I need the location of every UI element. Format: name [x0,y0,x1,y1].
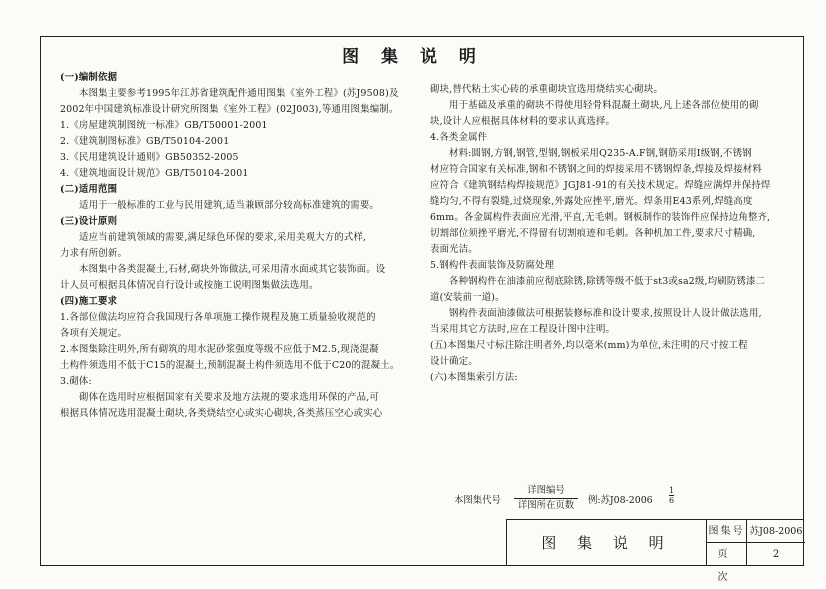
atlas-number-value: 苏J08-2006 [747,520,805,543]
text-line: 计人员可根据具体情况自行设计或按施工说明图集做法选用。 [60,280,319,291]
text-line: 材应符合国家有关标准,钢和不锈钢之间的焊接采用不锈钢焊条,焊接及焊接材料 [430,164,762,175]
text-line: 道(安装前一道)。 [430,292,505,303]
text-line: 应符合《建筑钢结构焊接规范》JGJ81-91的有关技术规定。焊缝应满焊并保持焊 [430,180,771,191]
text-line: 块,设计人应根据具体材料的要求认真选择。 [430,116,616,127]
text-line: 钢构件表面油漆做法可根据装修标准和设计要求,按照设计人设计做法选用, [449,308,762,319]
text-line: 1.《房屋建筑制图统一标准》GB/T50001-2001 [60,120,268,131]
text-line: 根据具体情况选用混凝土砌块,各类烧结空心或实心砌块,各类蒸压空心或实心 [60,408,383,419]
text-line: 力求有所创新。 [60,248,128,259]
text-line: 砌块,替代粘土实心砖的承重砌块宜选用烧结实心砌块。 [430,84,663,95]
index-example-denominator: 6 [669,496,675,505]
text-line: (一)编制依据 [60,72,118,83]
text-line: 各种钢构件在油漆前应彻底除锈,除锈等级不低于st3或sa2级,均刷防锈漆二 [449,276,766,287]
text-line: 2002年中国建筑标准设计研究所图集《室外工程》(02J003),等通用图集编制。 [60,104,399,115]
index-fraction [514,484,578,513]
text-line: 5.钢构件表面装饰及防腐处理 [430,260,555,271]
text-line: 3.《民用建筑设计通则》GB50352-2005 [60,152,239,163]
index-numerator: 详图编号 [514,484,578,499]
text-line: (二)适用范围 [60,184,118,195]
text-line: 本图集中各类混凝土,石材,砌块外饰做法,可采用清水面或其它装饰面。设 [79,264,386,275]
text-line: 材料:圆钢,方钢,钢管,型钢,钢板采用Q235-A.F钢,钢筋采用Ⅰ级钢,不锈钢 [449,148,752,159]
text-line: (六)本图集索引方法: [430,372,518,383]
text-line: (三)设计原则 [60,216,118,227]
text-line: 切割部位须挫平磨光,不得留有切割痕迹和毛刺。各种机加工件,要求尺寸精确, [430,228,756,239]
text-line: 2.《建筑制图标准》GB/T50104-2001 [60,136,230,147]
index-label: 本图集代号 [454,495,501,506]
text-line: 3.砌体: [60,376,92,387]
text-line: 本图集主要参考1995年江苏省建筑配件通用图集《室外工程》(苏J9508)及 [79,88,399,99]
text-line: (五)本图集尺寸标注除注明者外,均以毫米(mm)为单位,未注明的尺寸按工程 [430,340,748,351]
text-line: (四)施工要求 [60,296,118,307]
text-line: 适用于一般标准的工业与民用建筑,适当兼顾部分较高标准建筑的需要。 [79,200,380,211]
text-line: 4.《建筑地面设计规范》GB/T50104-2001 [60,168,249,179]
text-line: 用于基础及承重的砌块不得使用轻骨料混凝土砌块,凡上述各部位使用的砌 [449,100,759,111]
title-block-name: 图 集 说 明 [507,520,707,566]
text-line: 4.各类金属件 [430,132,488,143]
text-line: 土构件须选用不低于C15的混凝土,预制混凝土构件须选用不低于C20的混凝土。 [60,360,400,371]
index-method-example [436,484,686,514]
text-line: 2.本图集除注明外,所有砌筑的用水泥砂浆强度等级不应低于M2.5,现浇混凝 [60,344,379,355]
text-line: 6mm。各金属构件表面应光滑,平直,无毛刺。钢板制作的装饰件应保持边角整齐, [430,212,771,223]
index-example-numerator: 1 [669,486,675,495]
index-example-code: 例:苏J08-2006 [588,495,653,506]
title-block [506,519,804,583]
right-column [430,82,790,386]
text-line: 当采用其它方法时,应在工程设计图中注明。 [430,324,616,335]
text-line: 缝均匀,不得有裂缝,过烧现象,外露处应挫平,磨光。焊条用E43系列,焊缝高度 [430,196,753,207]
page-number-value: 2 [772,549,780,560]
index-denominator: 详图所在页数 [517,500,575,511]
text-line: 砌体在选用时应根据国家有关要求及地方法规的要求选用环保的产品,可 [79,392,380,403]
text-line: 1.各部位做法均应符合我国现行各单项施工操作规程及施工质量验收规范的 [60,312,376,323]
text-line: 适应当前建筑领域的需要,满足绿色环保的要求,采用美观大方的式样, [79,232,367,243]
text-line: 设计确定。 [430,356,478,367]
text-line: 各项有关规定。 [60,328,128,339]
left-column [60,70,412,422]
page-number-label: 页 次 [707,543,747,566]
index-example-fraction [669,486,674,505]
atlas-number-label: 图集号 [707,520,747,543]
page-title: 图 集 说 明 [342,47,484,67]
text-line: 表面光洁。 [430,244,478,255]
